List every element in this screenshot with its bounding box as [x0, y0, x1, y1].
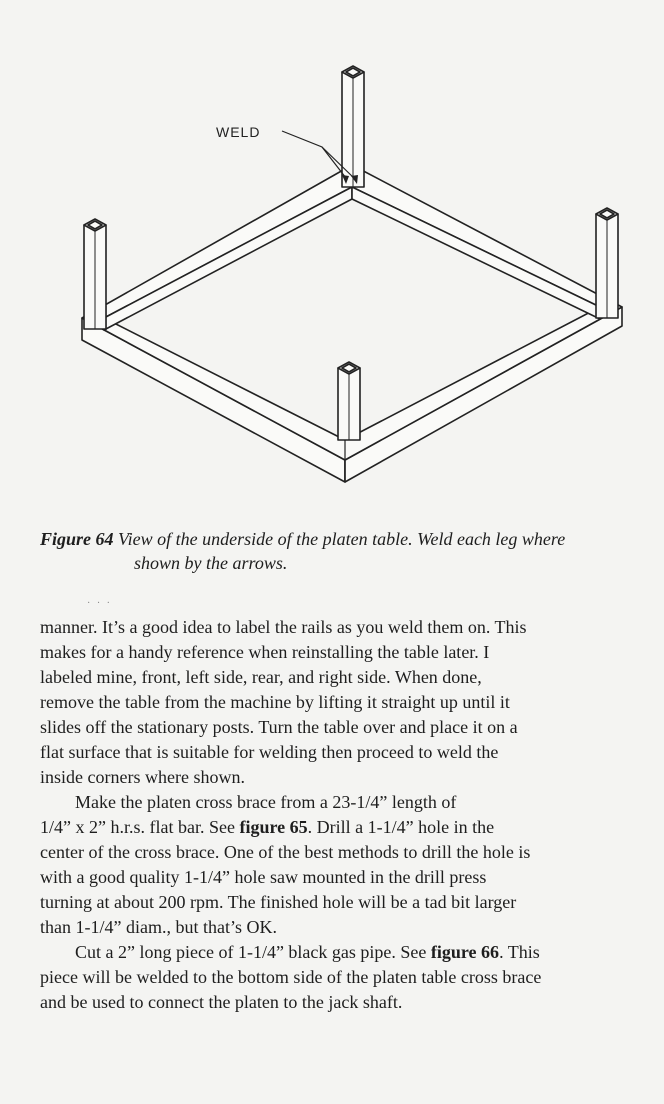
rear-right-inner-wall — [352, 187, 600, 319]
text-run: . This — [499, 942, 540, 962]
platen-table-figure — [0, 0, 664, 520]
text-line: Make the platen cross brace from a 23-1/4” length of — [75, 792, 457, 812]
text-line: center of the cross brace. One of the best methods to drill the hole is — [40, 842, 531, 862]
weld-label: WELD — [216, 124, 261, 140]
text-line: makes for a handy reference when reinstalling the table later. I — [40, 642, 490, 662]
text-line: turning at about 200 rpm. The finished hole will be a tad bit larger — [40, 892, 517, 912]
paragraph-3 — [40, 940, 664, 1015]
caption-line-1: View of the underside of the platen table. Weld each leg where — [113, 529, 566, 549]
text-line: labeled mine, front, left side, rear, and right side. When done, — [40, 667, 482, 687]
scan-speck: · · · — [87, 598, 112, 609]
text-run: . Drill a 1-1/4” hole in the — [307, 817, 495, 837]
text-line: slides off the stationary posts. Turn the table over and place it on a — [40, 717, 518, 737]
paragraph-2 — [40, 790, 664, 940]
text-line: piece will be welded to the bottom side of the platen table cross brace — [40, 967, 542, 987]
figure-65-reference: figure 65 — [239, 817, 308, 837]
text-line: manner. It’s a good idea to label the rails as you weld them on. This — [40, 617, 527, 637]
figure-66-reference: figure 66 — [430, 942, 500, 962]
text-line: than 1-1/4” diam., but that’s OK. — [40, 917, 277, 937]
front-right-rail-face — [345, 307, 622, 482]
figure-caption — [40, 527, 664, 575]
text-line: inside corners where shown. — [40, 767, 245, 787]
caption-line-2: shown by the arrows. — [134, 553, 288, 573]
rear-left-inner-wall — [104, 187, 352, 330]
text-run: 1/4” x 2” h.r.s. flat bar. See — [40, 817, 240, 837]
text-line — [40, 940, 664, 965]
platen-table-drawing — [0, 0, 664, 520]
text-run: Cut a 2” long piece of 1-1/4” black gas pipe. See — [75, 942, 431, 962]
body-text — [40, 615, 664, 1015]
paragraph-1 — [40, 615, 664, 790]
text-line: flat surface that is suitable for welding then proceed to weld the — [40, 742, 499, 762]
text-line: and be used to connect the platen to the jack shaft. — [40, 992, 403, 1012]
text-line: with a good quality 1-1/4” hole saw mounted in the drill press — [40, 867, 487, 887]
figure-number: Figure 64 — [40, 529, 114, 549]
text-line — [40, 815, 664, 840]
text-line: remove the table from the machine by lifting it straight up until it — [40, 692, 510, 712]
front-left-rail-face — [82, 318, 345, 482]
